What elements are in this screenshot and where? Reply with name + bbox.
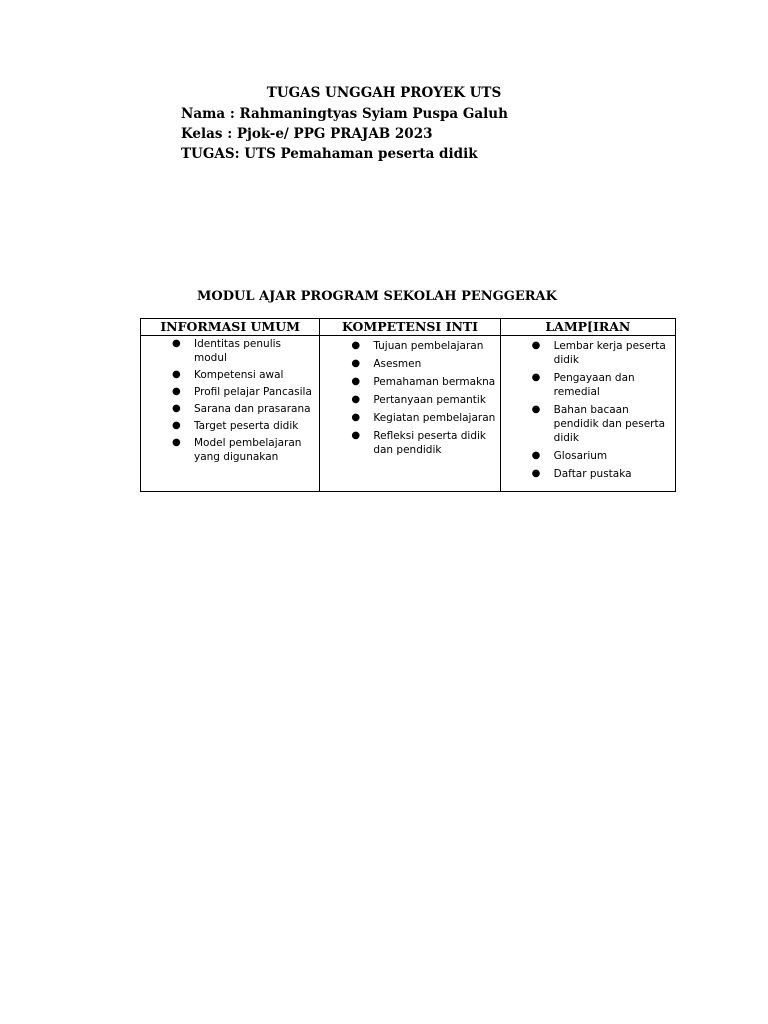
- list-item: [320, 339, 499, 353]
- list-item: [320, 393, 499, 407]
- list-item-text: Asesmen: [373, 358, 422, 370]
- list-item: [141, 385, 319, 399]
- column-header-informasi-umum: INFORMASI UMUM: [141, 319, 320, 336]
- kompetensi-inti-list: [320, 336, 499, 457]
- bullet-icon: ●: [351, 412, 361, 423]
- list-item-text: Glosarium: [553, 450, 608, 462]
- list-item: [320, 411, 499, 425]
- bullet-icon: ●: [351, 394, 361, 405]
- lampiran-list: [501, 336, 675, 481]
- class-line: Kelas : Pjok-e/ PPG PRAJAB 2023: [181, 126, 433, 142]
- list-item-text: Refleksi peserta didik dan pendidik: [373, 430, 486, 456]
- list-item: [320, 429, 499, 457]
- list-item-text: Pengayaan dan remedial: [553, 372, 635, 398]
- bullet-icon: ●: [351, 340, 361, 351]
- bullet-icon: ●: [531, 404, 541, 415]
- assignment-line: TUGAS: UTS Pemahaman peserta didik: [181, 146, 478, 162]
- informasi-umum-cell: [141, 336, 320, 492]
- bullet-icon: ●: [172, 386, 181, 397]
- student-name-line: Nama : Rahmaningtyas Syiam Puspa Galuh: [181, 106, 508, 122]
- table-title: MODUL AJAR PROGRAM SEKOLAH PENGGERAK: [197, 289, 557, 304]
- list-item-text: Target peserta didik: [194, 420, 299, 432]
- list-item: [501, 339, 675, 367]
- list-item-text: Daftar pustaka: [553, 468, 632, 480]
- list-item-text: Kegiatan pembelajaran: [373, 412, 496, 424]
- bullet-icon: ●: [351, 358, 361, 369]
- table-header-row: [141, 319, 676, 336]
- list-item: [501, 467, 675, 481]
- document-title: TUGAS UNGGAH PROYEK UTS: [266, 85, 502, 101]
- bullet-icon: ●: [531, 450, 541, 461]
- list-item-text: Kompetensi awal: [194, 369, 284, 381]
- list-item-text: Bahan bacaan pendidik dan peserta didik: [553, 404, 666, 444]
- bullet-icon: ●: [172, 403, 181, 414]
- bullet-icon: ●: [351, 376, 361, 387]
- bullet-icon: ●: [172, 369, 181, 380]
- bullet-icon: ●: [172, 437, 181, 448]
- column-header-kompetensi-inti: KOMPETENSI INTI: [320, 319, 500, 336]
- list-item: [501, 449, 675, 463]
- list-item-text: Sarana dan prasarana: [194, 403, 311, 415]
- list-item: [320, 375, 499, 389]
- bullet-icon: ●: [531, 340, 541, 351]
- list-item-text: Tujuan pembelajaran: [373, 340, 484, 352]
- bullet-icon: ●: [172, 338, 181, 349]
- list-item-text: Model pembelajaran yang digunakan: [194, 437, 302, 463]
- list-item-text: Pertanyaan pemantik: [373, 394, 486, 406]
- list-item-text: Lembar kerja peserta didik: [553, 340, 666, 366]
- list-item: [141, 419, 319, 433]
- column-header-lampiran: LAMP[IRAN: [500, 319, 675, 336]
- kompetensi-inti-cell: [320, 336, 500, 492]
- informasi-umum-list: [141, 336, 319, 464]
- bullet-icon: ●: [531, 468, 541, 479]
- list-item-text: Pemahaman bermakna: [373, 376, 496, 388]
- bullet-icon: ●: [531, 372, 541, 383]
- list-item: [141, 402, 319, 416]
- list-item: [501, 371, 675, 399]
- modul-ajar-table: [140, 318, 676, 492]
- list-item-text: Identitas penulis modul: [194, 338, 282, 364]
- list-item: [501, 403, 675, 445]
- list-item: [141, 337, 319, 365]
- list-item: [141, 436, 319, 464]
- bullet-icon: ●: [172, 420, 181, 431]
- lampiran-cell: [500, 336, 675, 492]
- list-item-text: Profil pelajar Pancasila: [194, 386, 312, 398]
- bullet-icon: ●: [351, 430, 361, 441]
- table-body-row: [141, 336, 676, 492]
- list-item: [141, 368, 319, 382]
- list-item: [320, 357, 499, 371]
